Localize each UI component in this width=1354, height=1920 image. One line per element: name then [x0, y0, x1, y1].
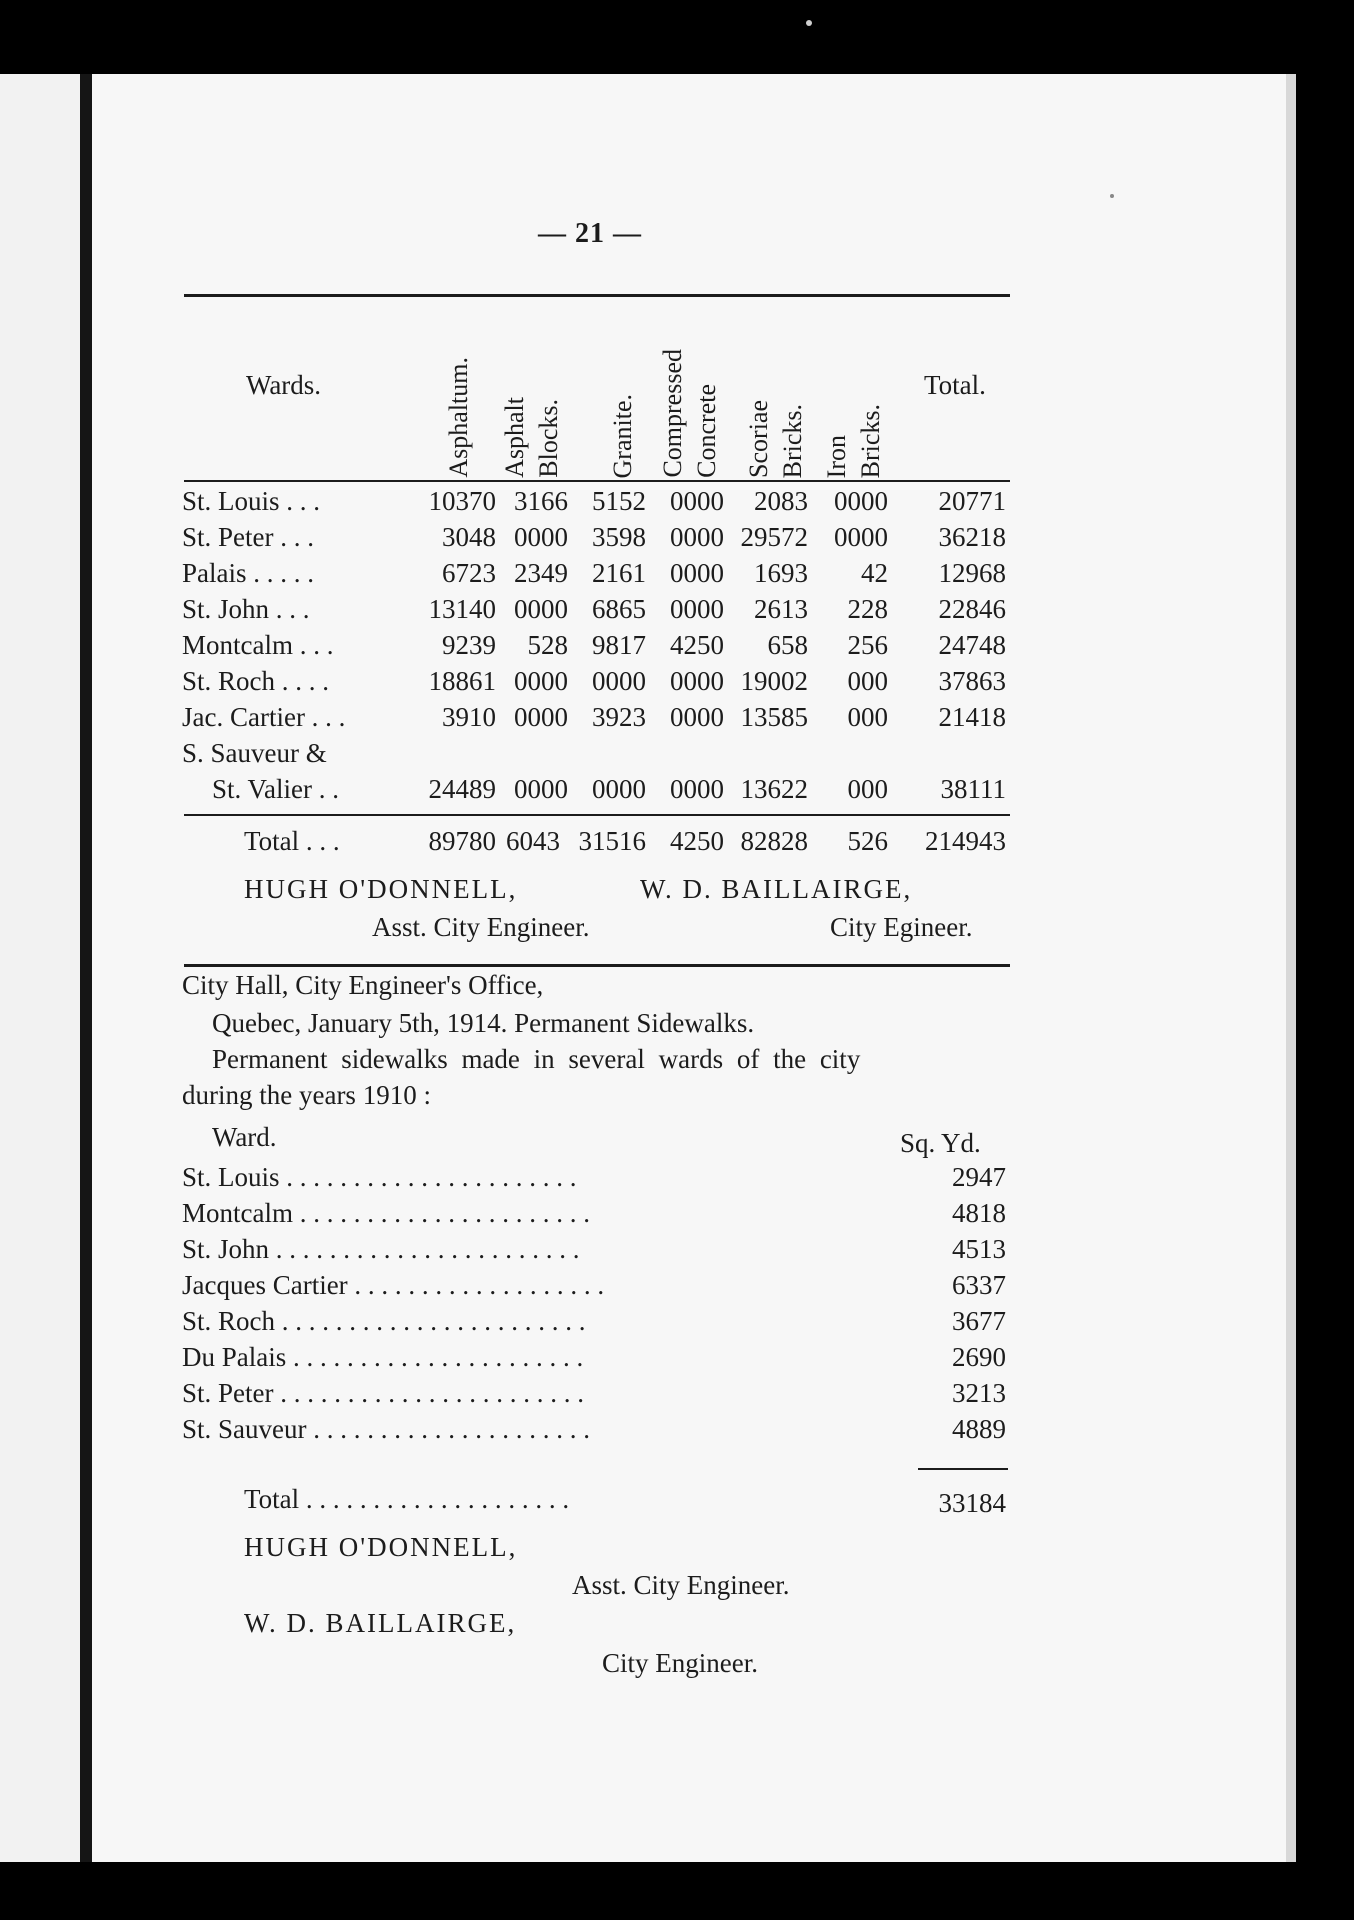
cell-granite: 6865 — [592, 594, 646, 624]
cell-scoriae: 13585 — [740, 702, 808, 732]
sidewalk-value: 4889 — [952, 1414, 1006, 1444]
letter-line-2: Quebec, January 5th, 1914. Permanent Sidewalks. — [212, 1008, 755, 1038]
sidewalk-ward: St. Peter . . . . . . . . . . . . . . . . . . . . . . . — [182, 1378, 584, 1408]
total-blocks: 6043 — [506, 826, 560, 856]
signature-asst-title: Asst. City Engineer. — [572, 1570, 790, 1600]
cell-granite: 5152 — [592, 486, 646, 516]
cell-blocks: 0000 — [514, 666, 568, 696]
cell-total: 21418 — [938, 702, 1006, 732]
header-iron-2: Bricks. — [856, 403, 885, 478]
cell-granite: 0000 — [592, 666, 646, 696]
sidewalk-value: 4818 — [952, 1198, 1006, 1228]
cell-total: 12968 — [938, 558, 1006, 588]
cell-concrete: 0000 — [670, 774, 724, 804]
cell-granite: 3598 — [592, 522, 646, 552]
letter-line-4: during the years 1910 : — [182, 1080, 431, 1110]
cell-iron: 228 — [847, 594, 888, 624]
total-granite: 31516 — [578, 826, 646, 856]
cell-ward: Jac. Cartier . . . — [182, 702, 346, 732]
sidewalk-value: 3213 — [952, 1378, 1006, 1408]
total-iron: 526 — [847, 826, 888, 856]
cell-total: 38111 — [940, 774, 1006, 804]
header-asphalt-blocks-2: Blocks. — [534, 399, 563, 478]
book-gutter — [80, 74, 92, 1862]
section-rule — [184, 964, 1010, 967]
cell-asphaltum: 9239 — [442, 630, 496, 660]
cell-ward: Montcalm . . . — [182, 630, 334, 660]
sidewalk-ward: Du Palais . . . . . . . . . . . . . . . . . . . . . . — [182, 1342, 584, 1372]
page-edge — [1286, 74, 1296, 1862]
cell-scoriae: 658 — [767, 630, 808, 660]
cell-granite: 0000 — [592, 774, 646, 804]
cell-granite: 2161 — [592, 558, 646, 588]
signature-asst-title: Asst. City Engineer. — [372, 912, 590, 942]
letter-line-3: Permanent sidewalks made in several wards of the city — [212, 1044, 861, 1074]
total-label: Total . . . — [244, 826, 340, 856]
total-asphaltum: 89780 — [428, 826, 496, 856]
cell-asphaltum: 3048 — [442, 522, 496, 552]
cell-concrete: 0000 — [670, 702, 724, 732]
signature-engineer-name: W. D. BAILLAIRGE, — [640, 874, 913, 904]
dust-speck — [1110, 194, 1114, 198]
cell-iron: 0000 — [834, 522, 888, 552]
cell-scoriae: 1693 — [754, 558, 808, 588]
total-concrete: 4250 — [670, 826, 724, 856]
cell-total: 37863 — [938, 666, 1006, 696]
sidewalk-ward: St. John . . . . . . . . . . . . . . . . . . . . . . . — [182, 1234, 580, 1264]
header-rule — [184, 480, 1010, 482]
signature-asst-name: HUGH O'DONNELL, — [244, 874, 518, 904]
header-compressed-1: Compressed — [658, 349, 687, 478]
cell-scoriae: 2083 — [754, 486, 808, 516]
table-top-rule — [184, 294, 1010, 297]
header-compressed-2: Concrete — [692, 384, 721, 478]
cell-scoriae: 13622 — [740, 774, 808, 804]
cell-total: 24748 — [938, 630, 1006, 660]
signature-engineer-name: W. D. BAILLAIRGE, — [244, 1608, 517, 1638]
sidewalks-total-value: 33184 — [938, 1488, 1006, 1518]
cell-iron: 42 — [861, 558, 888, 588]
cell-total: 22846 — [938, 594, 1006, 624]
total-grand: 214943 — [925, 826, 1006, 856]
cell-ward: St. Louis . . . — [182, 486, 321, 516]
header-total: Total. — [924, 370, 986, 400]
cell-asphaltum: 3910 — [442, 702, 496, 732]
cell-granite: 3923 — [592, 702, 646, 732]
cell-scoriae: 2613 — [754, 594, 808, 624]
cell-iron: 0000 — [834, 486, 888, 516]
cell-ward-line1: S. Sauveur & — [182, 738, 327, 768]
cell-concrete: 0000 — [670, 594, 724, 624]
header-wards: Wards. — [246, 370, 322, 400]
sidewalks-header-ward: Ward. — [212, 1122, 277, 1152]
sidewalk-value: 6337 — [952, 1270, 1006, 1300]
signature-asst-name: HUGH O'DONNELL, — [244, 1532, 518, 1562]
header-granite: Granite. — [608, 393, 637, 478]
cell-granite: 9817 — [592, 630, 646, 660]
cell-iron: 000 — [847, 702, 888, 732]
cell-concrete: 0000 — [670, 486, 724, 516]
signature-engineer-title: City Egineer. — [830, 912, 973, 942]
cell-blocks: 2349 — [514, 558, 568, 588]
sidewalks-header-unit: Sq. Yd. — [900, 1128, 981, 1158]
facing-page-edge — [0, 74, 82, 1862]
cell-iron: 000 — [847, 666, 888, 696]
cell-blocks: 0000 — [514, 702, 568, 732]
cell-asphaltum: 10370 — [428, 486, 496, 516]
sidewalk-value: 4513 — [952, 1234, 1006, 1264]
cell-ward: St. Peter . . . — [182, 522, 314, 552]
sidewalk-ward: St. Sauveur . . . . . . . . . . . . . . . . . . . . . — [182, 1414, 590, 1444]
sidewalk-ward: St. Louis . . . . . . . . . . . . . . . . . . . . . . — [182, 1162, 577, 1192]
cell-asphaltum: 13140 — [428, 594, 496, 624]
cell-ward: St. Valier . . — [212, 774, 339, 804]
sidewalk-value: 2690 — [952, 1342, 1006, 1372]
sum-rule — [918, 1468, 1008, 1470]
cell-asphaltum: 6723 — [442, 558, 496, 588]
sidewalks-total-label: Total . . . . . . . . . . . . . . . . . . . . — [244, 1484, 570, 1514]
sidewalk-value: 3677 — [952, 1306, 1006, 1336]
cell-blocks: 3166 — [514, 486, 568, 516]
cell-asphaltum: 18861 — [428, 666, 496, 696]
total-scoriae: 82828 — [740, 826, 808, 856]
letter-line-1: City Hall, City Engineer's Office, — [182, 970, 544, 1000]
header-asphalt-blocks-1: Asphalt — [500, 397, 529, 478]
cell-concrete: 4250 — [670, 630, 724, 660]
signature-engineer-title: City Engineer. — [602, 1648, 758, 1678]
cell-concrete: 0000 — [670, 666, 724, 696]
header-scoriae-1: Scoriae — [744, 400, 773, 478]
cell-blocks: 0000 — [514, 774, 568, 804]
cell-total: 20771 — [938, 486, 1006, 516]
cell-blocks: 0000 — [514, 594, 568, 624]
cell-iron: 000 — [847, 774, 888, 804]
header-iron-1: Iron — [822, 434, 851, 478]
total-rule — [184, 814, 1010, 816]
header-asphaltum: Asphaltum. — [444, 357, 473, 478]
page-number: — 21 — — [538, 218, 642, 249]
cell-total: 36218 — [938, 522, 1006, 552]
sidewalk-ward: Jacques Cartier . . . . . . . . . . . . . . . . . . . — [182, 1270, 605, 1300]
cell-concrete: 0000 — [670, 522, 724, 552]
cell-ward: Palais . . . . . — [182, 558, 314, 588]
cell-blocks: 528 — [527, 630, 568, 660]
dust-speck — [806, 20, 812, 26]
sidewalk-ward: St. Roch . . . . . . . . . . . . . . . . . . . . . . . — [182, 1306, 586, 1336]
cell-ward: St. Roch . . . . — [182, 666, 330, 696]
cell-blocks: 0000 — [514, 522, 568, 552]
cell-ward: St. John . . . — [182, 594, 310, 624]
cell-scoriae: 19002 — [740, 666, 808, 696]
cell-asphaltum: 24489 — [428, 774, 496, 804]
cell-scoriae: 29572 — [740, 522, 808, 552]
sidewalk-ward: Montcalm . . . . . . . . . . . . . . . . . . . . . . — [182, 1198, 590, 1228]
header-scoriae-2: Bricks. — [778, 403, 807, 478]
cell-iron: 256 — [847, 630, 888, 660]
cell-concrete: 0000 — [670, 558, 724, 588]
sidewalk-value: 2947 — [952, 1162, 1006, 1192]
